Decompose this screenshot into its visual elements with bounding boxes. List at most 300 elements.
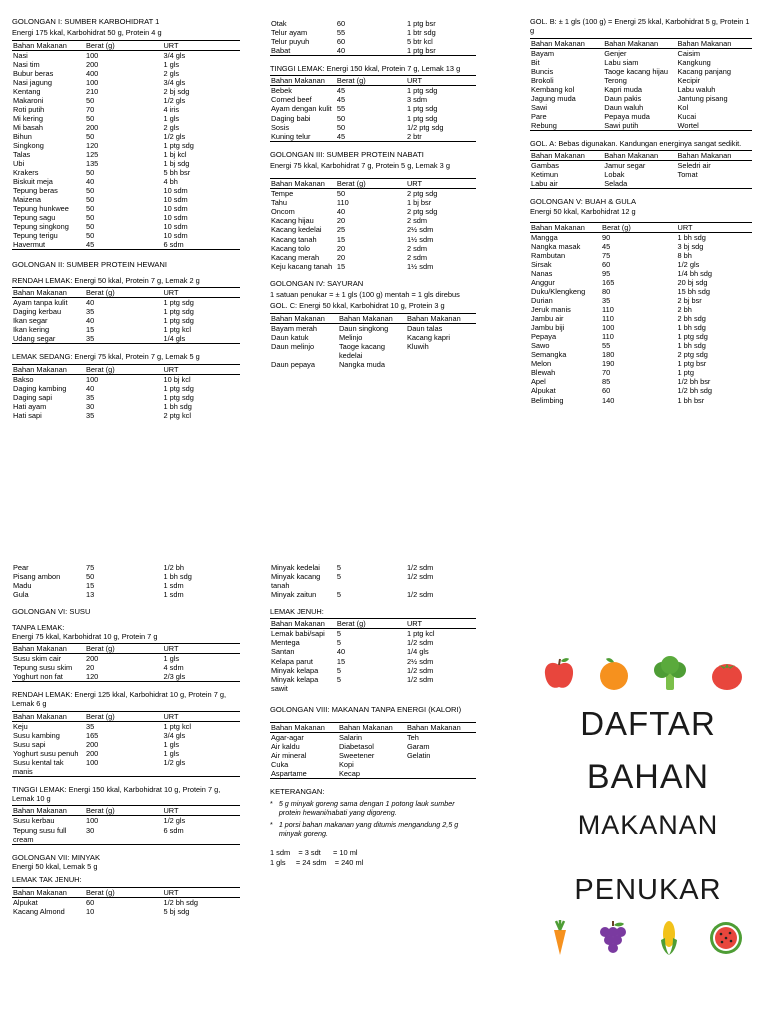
table-cell: 2 sdm: [406, 252, 428, 262]
table-cell: Daging sapi: [13, 392, 53, 402]
table-cell: Daging kerbau: [13, 307, 62, 317]
table-cell: 120: [85, 672, 163, 682]
table-cell: 40: [336, 46, 406, 56]
table-cell: 2½ sdm: [406, 656, 434, 666]
table-cell: 8 bh: [677, 251, 692, 261]
table-row: [530, 368, 752, 377]
table-cell: 55: [336, 104, 346, 114]
unit-conversions: [270, 848, 476, 868]
table-cell: 1/4 gls: [162, 334, 240, 344]
table-cell: 200: [85, 123, 99, 133]
column-header: Bahan Makanan: [530, 151, 603, 161]
table-cell: Kacang kedelai: [271, 225, 322, 235]
table-cell: 45: [336, 95, 346, 105]
table-cell: 1/2 gls: [163, 132, 186, 142]
table-cell: 100: [85, 374, 99, 384]
table-cell: 200: [85, 739, 99, 749]
table-cell: Susu skim cair: [13, 654, 62, 664]
table-cell: 5: [336, 665, 342, 675]
table-cell: Labu siam: [604, 57, 639, 67]
column-header: Bahan Makanan: [12, 887, 85, 897]
table-cell: 75: [85, 563, 95, 572]
column-header: Bahan Makanan: [12, 364, 85, 374]
table-cell: 1/4 bh sdg: [677, 269, 713, 279]
table-cell: Hati ayam: [13, 401, 47, 411]
table-row: [530, 386, 752, 395]
table-cell: Diabetasol: [338, 742, 374, 752]
table-cell: Mi kering: [13, 113, 43, 123]
poster-title-makanan: MAKANAN: [577, 810, 719, 840]
table-cell: 50: [85, 132, 95, 142]
group-5-energy: Energi 50 kkal, Karbohidrat 12 g: [530, 206, 636, 216]
table-cell: Corned beef: [271, 95, 312, 105]
column-header: Bahan Makanan: [270, 313, 338, 323]
table-row: [530, 350, 752, 359]
table-cell: Bayam merah: [271, 323, 318, 333]
table-cell: 5 bh bsr: [163, 168, 191, 178]
table-cell: Tepung beras: [13, 186, 58, 196]
table-row: [12, 325, 240, 334]
table-group-2-mid-fat: [12, 364, 240, 420]
table-row: [270, 123, 476, 132]
column-header: URT: [162, 887, 240, 897]
table-cell: Makaroni: [13, 95, 44, 105]
table-cell: 3 sdm: [406, 95, 428, 105]
table-cell: 125: [85, 150, 99, 160]
table-cell: 50: [336, 113, 346, 123]
table-cell: 1 gls: [163, 748, 180, 758]
group-6-nonfat-title: TANPA LEMAK:: [12, 622, 65, 632]
table-row: [270, 104, 476, 113]
table-cell: 70: [602, 368, 611, 378]
table-row: [270, 132, 476, 142]
table-cell: Kapri muda: [604, 84, 643, 94]
table-cell: 1½ sdm: [406, 261, 434, 271]
table-cell: 1/2 bh sdg: [163, 897, 198, 907]
table-row: [270, 253, 476, 262]
table-cell: 15: [85, 325, 95, 335]
table-row: [530, 359, 752, 368]
column-header: URT: [677, 222, 753, 232]
table-cell: 1 ptg bsr: [677, 359, 707, 369]
table-cell: 1/2 sdm: [406, 665, 434, 675]
group-3-title: GOLONGAN III: SUMBER PROTEIN NABATI: [270, 149, 424, 159]
table-header-row: [270, 723, 476, 733]
table-cell: Daun katuk: [271, 332, 309, 342]
column-header: Bahan Makanan: [270, 76, 336, 86]
group-7-title: GOLONGAN VII: MINYAK: [12, 852, 101, 862]
table-row: [270, 760, 476, 769]
table-cell: Aspartame: [270, 769, 338, 779]
table-cell: Mi basah: [13, 123, 43, 133]
table-saturated-fat: [270, 618, 476, 692]
table-cell: Salarin: [338, 733, 362, 743]
table-cell: 1 ptg sdg: [163, 141, 194, 151]
table-cell: Minyak kelapa sawit: [271, 674, 319, 693]
table-row: [530, 94, 752, 103]
table-cell: Jantung pisang: [677, 93, 728, 103]
table-cell: Minyak zaitun: [271, 590, 317, 600]
table-cell: 1/2 gls: [162, 758, 240, 777]
note-1: [270, 799, 476, 818]
table-cell: 75: [602, 251, 611, 261]
table-row: [12, 826, 240, 845]
table-cell: 1/2 sdm: [406, 572, 434, 582]
table-cell: Mentega: [271, 638, 300, 648]
table-row: [12, 78, 240, 87]
table-cell: 10: [85, 906, 95, 916]
note-2-text: 1 porsi bahan makanan yang ditumis mengandung 2,5 g minyak goreng.: [278, 819, 459, 838]
table-header-row: [12, 288, 240, 298]
table-cell: 5 btr kcl: [406, 37, 433, 47]
table-cell: Alpukat: [531, 386, 556, 396]
table-cell: Kacang tanah: [271, 234, 317, 244]
column-header: Bahan Makanan: [12, 644, 85, 654]
table-row: [270, 114, 476, 123]
table-cell: Kucai: [677, 111, 696, 121]
table-cell: Brokoli: [531, 75, 554, 85]
table-cell: 210: [85, 86, 99, 96]
table-cell: Udang segar: [12, 334, 85, 344]
table-cell: 1/2 sdm: [406, 590, 434, 600]
table-row: [12, 168, 240, 177]
table-cell: Sawi: [531, 102, 548, 112]
column-3: [530, 17, 752, 413]
table-row: [12, 141, 240, 150]
table-cell: Talas: [13, 150, 31, 160]
table-row: [12, 581, 240, 590]
table-row: [270, 666, 476, 675]
table-cell: 1 gls: [163, 59, 180, 69]
table-row: [12, 307, 240, 316]
table-cell: Belimbing: [531, 395, 564, 405]
table-cell: Nasi jagung: [13, 77, 53, 87]
table-cell: Jambu biji: [531, 323, 565, 333]
table-cell: 5: [336, 572, 342, 582]
table-row: [270, 323, 476, 333]
table-cell: 1/2 gls: [163, 95, 186, 105]
table-cell: 50: [85, 204, 95, 214]
table-row: [270, 216, 476, 225]
table-cell: 60: [602, 260, 611, 270]
table-cell: 2 sdm: [406, 243, 428, 253]
table-cell: 110: [602, 314, 614, 324]
table-cell: 50: [85, 113, 95, 123]
table-cell: Nanas: [531, 269, 553, 279]
table-header-row: [270, 179, 476, 189]
group-5-title: GOLONGAN V: BUAH & GULA: [530, 197, 637, 207]
table-cell: 400: [85, 68, 99, 78]
table-row: [270, 572, 476, 590]
table-cell: 2 ptg sdg: [677, 350, 708, 360]
table-row: [12, 177, 240, 186]
table-cell: Kuning telur: [270, 132, 336, 142]
table-cell: Kecipir: [677, 75, 701, 85]
table-cell: Yoghurt susu penuh: [13, 748, 79, 758]
table-cell: Telur ayam: [271, 28, 308, 38]
table-cell: Pare: [531, 111, 547, 121]
table-cell: Sawo: [531, 341, 550, 351]
table-cell: 5: [336, 590, 342, 600]
table-cell: 45: [602, 241, 611, 251]
table-cell: Kecap: [338, 769, 406, 779]
table-row: [270, 342, 476, 360]
table-cell: Wortel: [677, 121, 753, 131]
table-cell: Ikan segar: [13, 316, 48, 326]
table-cell: 1 bj bsr: [406, 198, 432, 208]
table-cell: 35: [85, 721, 95, 731]
table-header-row: [12, 887, 240, 897]
table-cell: 1/2 bh sdg: [677, 386, 713, 396]
column-header: Berat (g): [85, 40, 163, 50]
column-header: Berat (g): [85, 644, 163, 654]
table-cell: 2 ptg sdg: [406, 189, 438, 199]
table-row: [12, 897, 240, 907]
table-cell: Sawi putih: [603, 121, 676, 131]
table-cell: Biskuit meja: [13, 177, 53, 187]
table-cell: 1 ptg sdg: [163, 298, 194, 308]
table-cell: 1 ptg kcl: [163, 325, 191, 335]
table-cell: Rambutan: [531, 251, 566, 261]
table-cell: Nasi: [13, 50, 28, 60]
notes-title: KETERANGAN:: [270, 787, 325, 797]
table-cell: Roti putih: [13, 104, 45, 114]
column-header: URT: [162, 806, 240, 816]
table-cell: Lobak: [604, 170, 625, 180]
table-cell: Susu kambing: [13, 730, 60, 740]
table-cell: 30: [85, 826, 163, 845]
table-row: [12, 758, 240, 777]
table-cell: Durian: [531, 296, 553, 306]
table-cell: Susu kerbau: [13, 816, 55, 826]
table-cell: Otak: [271, 19, 287, 28]
table-header-row: [270, 313, 476, 323]
table-cell: 50: [85, 186, 95, 196]
table-cell: 165: [85, 730, 99, 740]
table-row: [12, 334, 240, 344]
table-cell: Ikan kering: [13, 325, 50, 335]
table-header-row: [12, 806, 240, 816]
apple-icon: [542, 656, 576, 692]
table-row: [270, 647, 476, 656]
table-cell: 6 sdm: [162, 240, 240, 250]
table-cell: 3/4 gls: [163, 730, 186, 740]
table-cell: Labu air: [530, 179, 603, 189]
table-cell: Kembang kol: [531, 84, 575, 94]
table-cell: 1 bh sdg: [163, 572, 192, 582]
table-row: [12, 411, 240, 420]
table-cell: Kopi: [338, 760, 354, 770]
table-cell: 40: [85, 298, 95, 308]
table-row: [12, 186, 240, 195]
table-cell: 1/4 gls: [406, 647, 429, 657]
table-cell: 45: [85, 240, 163, 250]
table-cell: 2 bj sdg: [163, 86, 190, 96]
table-cell: Ketimun: [531, 170, 559, 180]
table-cell: 3/4 gls: [163, 50, 186, 60]
table-cell: Minyak kelapa: [271, 665, 319, 675]
column-header: Berat (g): [336, 76, 406, 86]
table-cell: [406, 360, 476, 369]
column-header: Bahan Makanan: [677, 151, 753, 161]
table-row: [530, 287, 752, 296]
table-cell: 40: [336, 207, 346, 217]
table-row: [530, 170, 752, 179]
table-cell: 50: [85, 222, 95, 232]
table-cell: 20: [336, 216, 346, 226]
table-cell: 2 gls: [163, 123, 180, 133]
table-row: [530, 67, 752, 76]
column-header: Bahan Makanan: [603, 38, 676, 48]
group-4-b-title: GOL. B: ± 1 gls (100 g) = Energi 25 kkal, Karbohidrat 5 g, Protein 1 g: [530, 17, 750, 36]
table-cell: 165: [602, 278, 615, 288]
table-oil-continued: [270, 563, 476, 599]
table-cell: 2 ptg sdg: [406, 207, 438, 217]
column-header: Bahan Makanan: [12, 711, 85, 721]
table-cell: 60: [336, 19, 346, 28]
table-cell: Gelatin: [406, 751, 431, 761]
table-cell: 1 ptg sdg: [163, 392, 194, 402]
table-cell: 35: [85, 334, 163, 344]
table-cell: 5: [336, 563, 342, 572]
table-cell: 15: [336, 656, 346, 666]
table-cell: Seledri air: [677, 161, 711, 171]
table-cell: Caisim: [677, 48, 701, 58]
table-cell: Melinjo: [338, 332, 363, 342]
table-cell: 2 ptg kcl: [163, 410, 191, 420]
table-cell: 3/4 gls: [163, 77, 186, 87]
table-cell: 1/2 gls: [677, 260, 700, 270]
table-row: [270, 657, 476, 666]
column-header: Berat (g): [336, 179, 406, 189]
table-cell: 1 gls: [163, 654, 180, 664]
table-row: [530, 269, 752, 278]
column-header: Bahan Makanan: [603, 151, 676, 161]
table-cell: Sosis: [271, 122, 290, 132]
table-row: [530, 161, 752, 171]
table-cell: Krakers: [13, 168, 39, 178]
table-row: [270, 638, 476, 647]
table-row: [530, 305, 752, 314]
table-row: [12, 132, 240, 141]
table-cell: Blewah: [531, 368, 556, 378]
group-4-a-title: GOL. A: Bebas digunakan. Kandungan energinya sangat sedikit.: [530, 138, 742, 148]
table-cell: 6 sdm: [162, 826, 240, 845]
table-cell: Babat: [270, 46, 336, 56]
table-cell: Duku/Klengkeng: [531, 287, 586, 297]
table-cell: 15: [85, 581, 95, 591]
table-cell: Alpukat: [13, 897, 38, 907]
table-cell: Teh: [406, 733, 419, 743]
table-cell: 100: [85, 816, 99, 826]
table-row: [530, 251, 752, 260]
table-row: [530, 296, 752, 305]
table-row: [270, 28, 476, 37]
table-cell: Pisang ambon: [13, 572, 61, 582]
notes: [270, 787, 476, 838]
table-row: [12, 50, 240, 60]
table-row: [270, 262, 476, 271]
group-6-low-fat-title: RENDAH LEMAK: Energi 125 kkal, Karbohidrat 10 g, Protein 7 g, Lemak 6 g: [12, 690, 227, 709]
table-cell: Ayam dengan kulit: [271, 104, 332, 114]
table-cell: Melon: [531, 359, 552, 369]
table-header-row: [530, 222, 752, 232]
group-3-energy: Energi 75 kkal, Karbohidrat 7 g, Protein 5 g, Lemak 3 g: [270, 161, 450, 171]
table-row: [270, 244, 476, 253]
table-cell: 50: [85, 95, 95, 105]
column-header: Bahan Makanan: [338, 313, 406, 323]
table-cell: Air mineral: [271, 751, 307, 761]
table-cell: Madu: [13, 581, 32, 591]
note-1-text: 5 g minyak goreng sama dengan 1 potong lauk sumber protein hewani/nabati yang digoreng.: [278, 798, 455, 818]
table-cell: Keju kacang tanah: [271, 261, 333, 271]
column-header: Bahan Makanan: [12, 288, 85, 298]
column-header: Bahan Makanan: [338, 723, 406, 733]
table-row: [12, 240, 240, 250]
table-cell: Kangkung: [677, 57, 711, 67]
table-cell: 1 bh sdg: [677, 232, 706, 242]
table-cell: 110: [602, 305, 614, 315]
table-row: [270, 563, 476, 572]
table-cell: 80: [602, 287, 611, 297]
column-header: Berat (g): [85, 806, 163, 816]
table-row: [530, 121, 752, 131]
table-cell: Tepung susu full cream: [12, 826, 85, 845]
table-cell: 15: [336, 261, 346, 271]
column-header: URT: [406, 179, 476, 189]
table-cell: Ubi: [13, 159, 25, 169]
table-cell: Cuka: [271, 760, 289, 770]
table-cell: Air kaldu: [271, 742, 300, 752]
table-cell: Minyak kedelai: [271, 563, 320, 572]
table-cell: Pepaya muda: [604, 111, 650, 121]
table-row: [12, 204, 240, 213]
table-row: [270, 46, 476, 56]
table-cell: 100: [85, 758, 163, 777]
table-row: [270, 751, 476, 760]
table-cell: Apel: [531, 377, 546, 387]
table-cell: 1/2 sdm: [406, 674, 434, 684]
table-cell: Daun singkong: [338, 323, 389, 333]
table-cell: 1 bh sdg: [163, 401, 192, 411]
table-cell: Nasi tim: [13, 59, 40, 69]
table-cell: 50: [85, 213, 95, 223]
table-cell: 1 bj sdg: [163, 159, 190, 169]
table-cell: 20 bj sdg: [677, 278, 708, 288]
column-header: URT: [162, 644, 240, 654]
table-cell: Selada: [603, 179, 676, 189]
table-row: [530, 341, 752, 350]
table-cell: 2 bh: [677, 305, 692, 315]
table-row: [270, 189, 476, 199]
column-header: Bahan Makanan: [12, 40, 85, 50]
table-cell: 190: [602, 359, 615, 369]
table-row: [12, 749, 240, 758]
table-header-row: [12, 644, 240, 654]
table-cell: 1 btr sdg: [406, 28, 436, 38]
table-cell: Keju: [13, 721, 28, 731]
table-cell: 1/2 gls: [163, 816, 186, 826]
table-cell: 35: [85, 307, 95, 317]
table-cell: Rebung: [530, 121, 603, 131]
table-cell: 200: [85, 748, 99, 758]
table-row: [12, 721, 240, 731]
table-cell: 15 bh sdg: [677, 287, 710, 297]
table-cell: 60: [336, 37, 346, 47]
table-row: [270, 629, 476, 639]
table-cell: 40: [336, 647, 346, 657]
table-cell: 35: [85, 410, 95, 420]
